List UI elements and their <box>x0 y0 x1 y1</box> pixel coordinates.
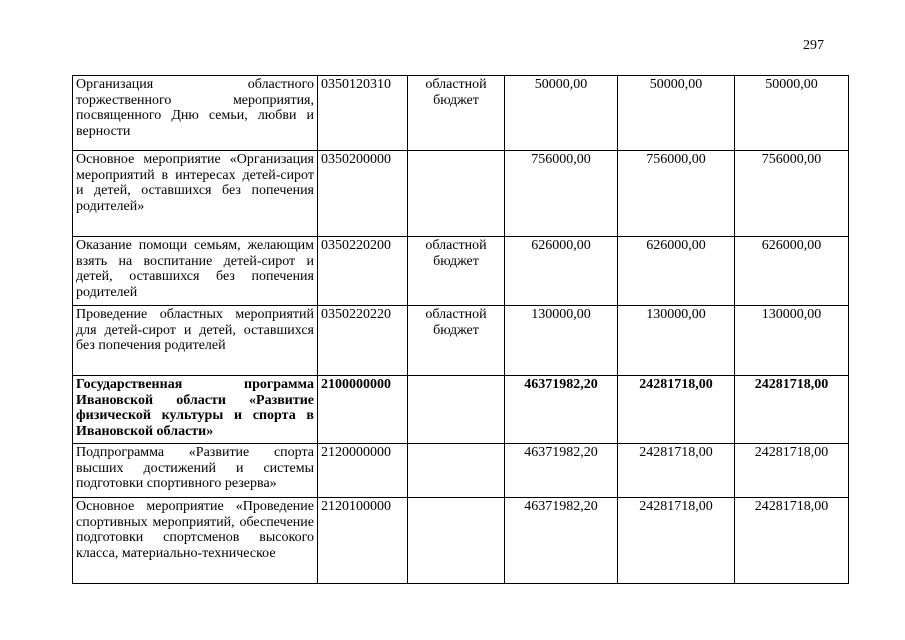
row-amount-year-1: 46371982,20 <box>505 376 618 444</box>
row-code: 0350220220 <box>318 306 408 376</box>
row-code: 0350120310 <box>318 76 408 151</box>
row-code: 2100000000 <box>318 376 408 444</box>
row-amount-year-3: 24281718,00 <box>735 498 849 584</box>
row-amount-year-2: 24281718,00 <box>618 444 735 498</box>
row-description: Проведение областных мероприятий для детей-сирот и детей, оставшихся без попечения родителей <box>73 306 318 376</box>
row-code: 2120000000 <box>318 444 408 498</box>
row-amount-year-2: 130000,00 <box>618 306 735 376</box>
table-row <box>73 237 849 306</box>
row-code: 0350200000 <box>318 151 408 237</box>
row-code: 2120100000 <box>318 498 408 584</box>
row-amount-year-3: 130000,00 <box>735 306 849 376</box>
row-funding-source <box>408 498 505 584</box>
table-row <box>73 151 849 237</box>
row-description: Государственная программа Ивановской области «Развитие физической культуры и спорта в Ивановской области» <box>73 376 318 444</box>
row-funding-source <box>408 376 505 444</box>
table-row <box>73 444 849 498</box>
row-amount-year-2: 50000,00 <box>618 76 735 151</box>
row-amount-year-3: 24281718,00 <box>735 444 849 498</box>
row-amount-year-3: 756000,00 <box>735 151 849 237</box>
row-amount-year-1: 50000,00 <box>505 76 618 151</box>
table-row <box>73 498 849 584</box>
row-amount-year-2: 24281718,00 <box>618 376 735 444</box>
row-amount-year-1: 130000,00 <box>505 306 618 376</box>
row-amount-year-1: 46371982,20 <box>505 498 618 584</box>
row-amount-year-1: 626000,00 <box>505 237 618 306</box>
row-funding-source: областной бюджет <box>408 237 505 306</box>
budget-table <box>72 75 849 584</box>
row-description: Основное мероприятие «Организация мероприятий в интересах детей-сирот и детей, оставшихся без попечения родителей» <box>73 151 318 237</box>
row-amount-year-3: 626000,00 <box>735 237 849 306</box>
row-funding-source: областной бюджет <box>408 76 505 151</box>
row-description: Основное мероприятие «Проведение спортивных мероприятий, обеспечение подготовки спортсменов высокого класса, материально-техническое <box>73 498 318 584</box>
row-amount-year-3: 50000,00 <box>735 76 849 151</box>
row-description: Организация областного торжественного мероприятия, посвященного Дню семьи, любви и верности <box>73 76 318 151</box>
row-amount-year-3: 24281718,00 <box>735 376 849 444</box>
row-funding-source <box>408 151 505 237</box>
table-row <box>73 306 849 376</box>
table-row <box>73 376 849 444</box>
row-code: 0350220200 <box>318 237 408 306</box>
row-amount-year-1: 46371982,20 <box>505 444 618 498</box>
page-number: 297 <box>803 38 824 53</box>
table-row <box>73 76 849 151</box>
row-amount-year-2: 756000,00 <box>618 151 735 237</box>
row-funding-source: областной бюджет <box>408 306 505 376</box>
row-description: Подпрограмма «Развитие спорта высших достижений и системы подготовки спортивного резерва» <box>73 444 318 498</box>
row-amount-year-1: 756000,00 <box>505 151 618 237</box>
table-body <box>73 76 849 584</box>
row-amount-year-2: 626000,00 <box>618 237 735 306</box>
row-funding-source <box>408 444 505 498</box>
row-description: Оказание помощи семьям, желающим взять на воспитание детей-сирот и детей, оставшихся без попечения родителей <box>73 237 318 306</box>
row-amount-year-2: 24281718,00 <box>618 498 735 584</box>
